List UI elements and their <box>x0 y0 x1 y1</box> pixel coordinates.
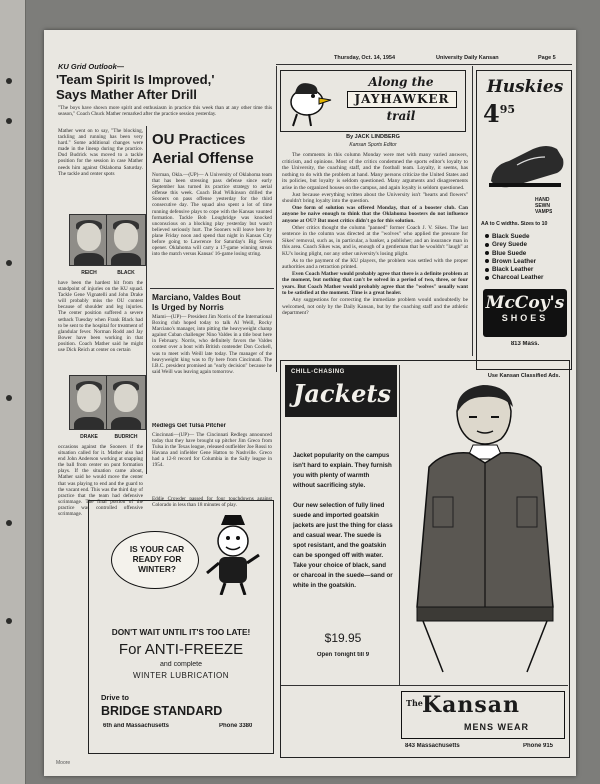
photo-black <box>106 214 146 266</box>
note-line: VAMPS <box>535 209 553 215</box>
newspaper-page <box>44 30 576 776</box>
headline-line: Is Urged by Norris <box>152 302 224 312</box>
paper-name: University Daily Kansan <box>436 55 499 61</box>
photo-reich <box>69 214 109 266</box>
issue-date: Thursday, Oct. 14, 1954 <box>334 55 396 61</box>
section-kicker: KU Grid Outlook— <box>58 62 125 71</box>
note-line: HAND <box>535 197 550 203</box>
binder-hole <box>6 618 12 624</box>
jackets-divider <box>399 365 400 685</box>
bridge-standard-phone: Phone 3380 <box>219 723 253 729</box>
huskies-brand: Huskies <box>486 77 564 97</box>
color-item: Black Suede <box>485 233 571 241</box>
column-rule <box>472 66 473 356</box>
column-paragraph: As to the payment of the KU players, the problem was settled with the proper authorities and a retraction printed. <box>282 257 468 271</box>
color-item: Blue Suede <box>485 250 571 258</box>
color-item: Black Leather <box>485 266 571 274</box>
store-the: The <box>406 698 423 708</box>
photo-drake <box>69 375 109 430</box>
caption-budrich: BUDRICH <box>114 434 138 440</box>
redlegs-body: Cincinnati—(UP)— The Cincinnati Redlegs announced today that they have brought up pitcher Jim Greco from Tulsa in the Texas league, released outfielder Joe Rossi to Havana and infielder Gene Hatton to Nashville. Greco had a 12-8 record for Columbia in the Sally league in 1954. <box>152 432 272 469</box>
winter-speech-bubble <box>111 531 199 589</box>
column-paragraph: Other critics thought the column "panned" former Coach J. V. Sikes. The last sentence in the column was directed at the "wolves" who applied the pressure for Sikes' removal, such as, in particular, a banker, a publisher; and an insurance man in this area. Coach Sikes was, and is, enough of a gentleman that he wouldn't "laugh" at KU's losing plight, nor any other university's losing plight. <box>282 224 468 257</box>
caption-drake: DRAKE <box>80 434 98 440</box>
winter-lube-line: WINTER LUBRICATION <box>133 671 229 680</box>
huskies-color-list <box>485 233 571 283</box>
team-spirit-lede: "The boys have shown more spirit and enthusiasm in practice this week than at any other time this season," Coach Chuck Mather remarked after the practice session yesterday. <box>58 105 272 118</box>
dont-wait-line: DON'T WAIT UNTIL IT'S TOO LATE! <box>111 627 251 637</box>
binder-hole <box>6 395 12 401</box>
logo-along-the: Along the <box>368 75 434 89</box>
column-logo <box>280 70 466 132</box>
kansan-address: 843 Massachusetts <box>405 743 460 749</box>
huskies-note <box>535 197 552 215</box>
column-paragraph: Even Coach Mather would probably agree that there is a definite problem at the moment, but nothing that can't be solved in a period of two, three, or four years. But Coach Mather would probably agree that the "wolves" usually want to be satisfied at the moment. Time is a great healer. <box>282 270 468 297</box>
anti-freeze-line: For ANTI-FREEZE <box>118 641 244 658</box>
jackets-ad <box>280 360 570 758</box>
jackets-copy-1: Jacket popularity on the campus isn't hard to explain. They furnish you with plenty of warmth without sacrificing style. <box>293 452 392 489</box>
headline-ou <box>152 130 276 168</box>
bubble-text: IS YOUR CAR READY FOR WINTER? <box>129 544 185 574</box>
jackets-kicker: CHILL-CHASING <box>291 369 345 375</box>
binder-hole <box>6 118 12 124</box>
footer-mark: Moore <box>56 760 71 766</box>
column-byline: By JACK LINDBERG <box>346 134 400 140</box>
headline-line: Says Mather After Drill <box>56 87 197 102</box>
column-rule <box>276 66 277 372</box>
huskies-ad <box>476 70 572 370</box>
winter-character-icon <box>201 515 265 595</box>
team-spirit-body-b: have been the hardest hit from the standpoint of injuries on the KU squad. Tackle Gene Vignatelli and John Drake will probably miss the OU contest because of shoulder and leg injuries. The center position suffered a severe setback Tuesday when Frank Black had to be sent to the hospital for treatment of glandular fever. Norman Rodd and Jay Bower have been working in that position. Coach Mather said he might use Dick Reich at center on certain <box>58 280 143 354</box>
headline-line: 'Team Spirit Is Improved,' <box>56 72 215 87</box>
column-body <box>282 152 468 376</box>
headline-line: Marciano, Valdes Bout <box>152 292 241 302</box>
store-sub: MENS WEAR <box>464 722 529 732</box>
column-rule <box>146 126 147 474</box>
photo-budrich <box>106 375 146 430</box>
mccoys-address: 813 Mass. <box>510 341 540 347</box>
binder-hole <box>6 520 12 526</box>
valdes-body: Miami—(UP)— President Jim Norris of the International Boxing club hoped today to talk Al Weill, Rocky Marciano's manager, into pitting the heavyweight champ against Cuban challenger Nino Valdes in a title bout here in February. Norris, who definitely favors the Valdes contest over a bout with British contender Don Cockell, was to meet with Weill late today. The manager of the heavyweight king was to fly here from Cincinnati. The I.B.C. president promised an "early decision" because he said Weill was leaving again tomorrow. <box>152 314 272 375</box>
classified-plug: Use Kansan Classified Ads. <box>487 373 561 379</box>
headline-team-spirit <box>56 72 276 102</box>
jayhawk-mascot-icon <box>285 74 335 130</box>
caption-reich: REICH <box>81 270 97 276</box>
color-item: Grey Suede <box>485 241 571 249</box>
column-byline-title: Kansan Sports Editor <box>349 142 397 148</box>
drive-to-line: Drive to <box>101 693 129 702</box>
headline-valdes <box>152 292 276 312</box>
color-item: Charcoal Leather <box>485 274 571 282</box>
kansan-mens-wear-logo <box>401 691 565 739</box>
page-number: Page 5 <box>538 55 556 61</box>
mccoys-sub: SHOES <box>501 313 549 323</box>
loafer-shoe-icon <box>487 135 567 195</box>
huskies-price <box>483 99 515 128</box>
store-name: Kansan <box>422 692 521 718</box>
caption-black: BLACK <box>117 270 135 276</box>
story-rule <box>150 288 274 289</box>
column-paragraph: Just because everything written about the University isn't "hearts and flowers" shouldn't bring loyalty into the question. <box>282 191 468 205</box>
jackets-title: Jackets <box>293 379 392 408</box>
column-paragraph: Any suggestions for correcting the immediate problem would undoubtedly be welcomed, not only by the Daily Kansan, but by the coaching staff and the athletic department? <box>282 297 468 317</box>
price-dollars: 4 <box>483 99 500 128</box>
jackets-hours: Open Tonight till 9 <box>316 652 370 658</box>
team-spirit-body-c: occasions against the Sooners if the situation called for it. Mather also had end John Anderson working at snapping the ball from center on punt formation plays. If the situation came about, Mather said he would move the center that was playing to end and the guard to the vacant end. This was the third day of practice that the team had defensive scrimmage. The final portion of the practice was controlled offensive scrimmage. <box>58 444 143 518</box>
masthead-rule <box>276 64 572 65</box>
binder-hole <box>6 260 12 266</box>
logo-trail: trail <box>386 109 416 123</box>
ou-body: Norman, Okla.—(UP)— A University of Oklahoma team that has been stressing pass defense since early September has turned its practice strategy to aerial offense this week. Coach Bud Wilkinson drilled the Sooners on pass offense yesterday for the third consecutive day. The squad also spent a lot of time running defensive plays to cope with the Kansas vaunted formation. Tackle Bob Loughridge was knocked unconscious on a blocking play yesterday but wasn't believed seriously hurt. The Sooners will leave here by plane Friday noon and spend that night in Kansas City before going to Lawrence for Saturday's Big Seven opener. Oklahoma will carry a 17-game winning streak into the match versus Kansas' 16-game losing string. <box>152 172 272 258</box>
logo-jayhawker: JAYHAWKER <box>347 91 457 108</box>
bridge-standard-name: BRIDGE STANDARD <box>101 704 223 718</box>
bridge-standard-address: 6th and Massachusetts <box>103 723 170 729</box>
column-paragraph: One form of solution was offered Monday, that of a booster club. Can anyone be naive enough to think that the Oklahoma boosters do not influence anyone at OU? But most critics didn't go for this solution. <box>282 204 468 224</box>
jackets-footer-rule <box>281 685 568 686</box>
and-complete-line: and complete <box>159 661 203 668</box>
antifreeze-ad <box>88 500 274 754</box>
jackets-title-panel <box>285 365 397 417</box>
price-cents: 95 <box>499 103 516 116</box>
headline-line: Aerial Offense <box>152 150 254 167</box>
column-paragraph: The comments in this column Monday were met with many varied answers, criticism, and opinions. Most of the critics condemned the sports editor's loyalty to the University, the coaching staff, and the football team. Loyalty, it seems, has nothing to do with the problem at hand. Many persons criticize the United States and its policies, but loyalty is seldom questioned. Many arguments and disagreements arise in the organized houses on the campus, and again loyalty is seldom questioned. <box>282 152 468 191</box>
crowder-body: Eddie Crowder passed for four touchdowns against Colorado in less than 18 minutes of play. <box>152 496 272 509</box>
binder-hole <box>6 78 12 84</box>
kansan-phone: Phone 915 <box>523 743 554 749</box>
headline-redlegs: Redlegs Get Tulsa Pitcher <box>152 423 226 429</box>
jackets-price: $19.95 <box>324 631 362 645</box>
color-item: Brown Leather <box>485 258 571 266</box>
mccoys-logo <box>483 289 567 337</box>
jackets-copy-2: Our new selection of fully lined suede and imported goatskin jackets are just the thing for class and casual wear. The suede is spot resistant, and the goatskin can be sponged off with water. Take your choice of black, sand or charcoal in the suede—sand or white in the goatskin. <box>293 502 393 589</box>
team-spirit-body-a: Mather went on to say, "The blocking, tackling and running has been very hard." Some additional changes were made in the lineup during the practice. Dud Budrick was moved to a tackle position for the session in case Mather needs him against Oklahoma Saturday. The tackle and center spots <box>58 128 143 177</box>
note-line: SEWN <box>535 203 550 209</box>
mccoys-name: McCoy's <box>485 293 565 313</box>
binder-strip <box>0 0 26 784</box>
headline-line: OU Practices <box>152 131 246 148</box>
jacket-model-illustration-icon <box>403 367 565 677</box>
huskies-sizes: AA to C widths. Sizes to 10 <box>481 221 548 227</box>
